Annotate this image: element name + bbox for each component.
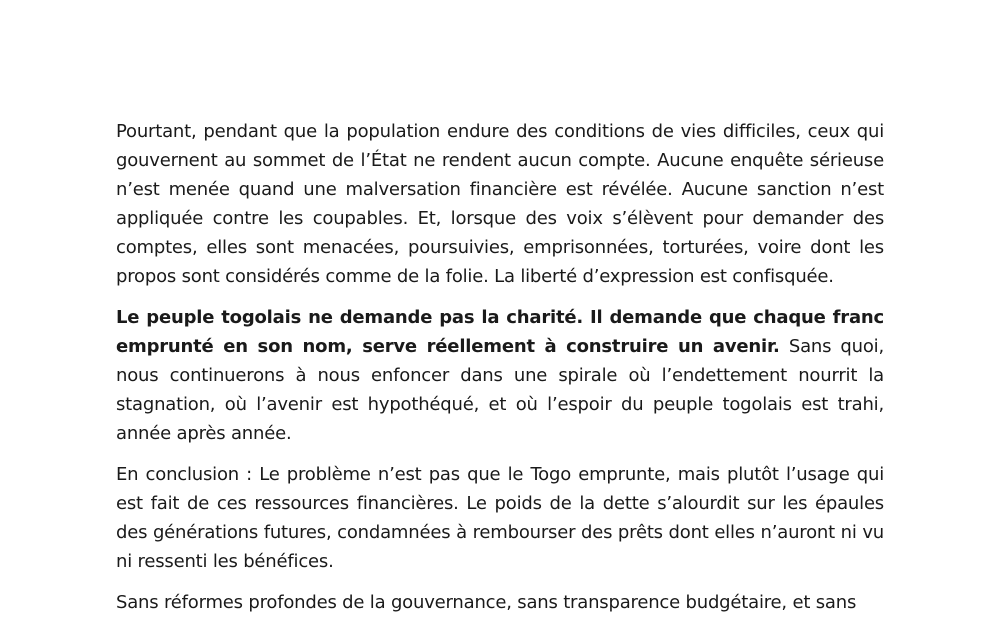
paragraph-bold-statement: Le peuple togolais ne demande pas la charité. Il demande que chaque franc emprunté en son nom, serve réellement à construire un avenir. — [116, 307, 884, 357]
paragraph-conclusion: En conclusion : Le problème n’est pas que le Togo emprunte, mais plutôt l’usage qui est fait de ces ressources financières. Le poids de la dette s’alourdit sur les épaules des générations futures, condamnées à rembourser des prêts dont elles n’auront ni vu ni ressenti les bénéfices. — [116, 464, 884, 572]
paragraph-togolese-people — [116, 303, 884, 448]
document-body — [116, 117, 884, 629]
paragraph-accountability: Pourtant, pendant que la population endure des conditions de vies difficiles, ceux qui gouvernent au sommet de l’État ne rendent aucun compte. Aucune enquête sérieuse n’est menée quand une malversation financière est révélée. Aucune sanction n’est appliquée contre les coupables. Et, lorsque des voix s’élèvent pour demander des comptes, elles sont menacées, poursuivies, emprisonnées, torturées, voire dont les propos sont considérés comme de la folie. La liberté d’expression est confisquée. — [116, 121, 884, 287]
paragraph-reforms: Sans réformes profondes de la gouvernance, sans transparence budgétaire, et sans — [116, 592, 857, 613]
paragraph-continuation: Sans quoi, nous continuerons à nous enfoncer dans une spirale où l’endettement nourrit la stagnation, où l’avenir est hypothéqué, et où l’espoir du peuple togolais est trahi, année après année. — [116, 336, 884, 444]
